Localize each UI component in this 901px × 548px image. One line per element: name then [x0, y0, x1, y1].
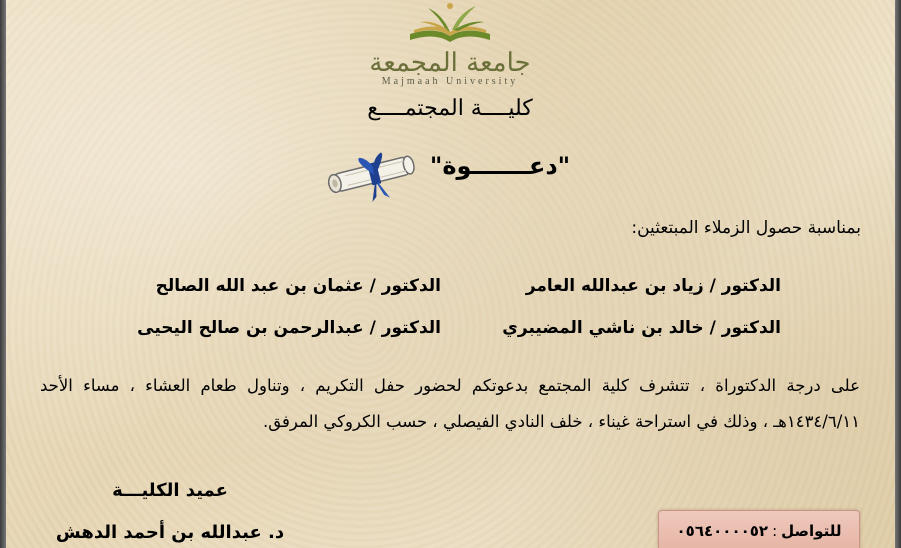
contact-separator: :	[772, 522, 778, 540]
rolled-scroll-with-ribbon-icon	[318, 145, 428, 205]
contact-label: للتواصل	[781, 522, 842, 540]
dean-name: د. عبدالله بن أحمد الدهش	[55, 522, 285, 543]
college-name: كليــــة المجتمــــع	[367, 96, 533, 121]
book-and-leaves-logo-icon	[390, 0, 510, 48]
contact-phone[interactable]: ٠٥٦٤٠٠٠٠٥٢	[676, 522, 769, 540]
right-frame-edge	[895, 0, 901, 548]
honoree-name: الدكتور / خالد بن ناشي المضيبري	[502, 318, 781, 338]
dean-title: عميد الكليـــة	[112, 480, 228, 501]
honoree-name: الدكتور / عبدالرحمن بن صالح اليحيى	[137, 318, 441, 338]
honoree-name: الدكتور / عثمان بن عبد الله الصالح	[155, 276, 441, 296]
invitation-title: "دعـــــــوة"	[429, 152, 571, 180]
contact-box	[658, 510, 860, 548]
university-logo	[345, 0, 555, 95]
university-name-arabic: جامعة المجمعة	[369, 48, 531, 78]
invitation-body: على درجة الدكتوراة ، تتشرف كلية المجتمع بدعوتكم لحضور حفل التكريم ، وتناول طعام العشاء ، مساء الأحد ١٤٣٤/٦/١١هـ ، وذلك في استراحة غيناء ، خلف النادي الفيصلي ، حسب الكروكي المرفق.	[40, 376, 860, 431]
university-name-english: Majmaah University	[381, 76, 519, 87]
occasion-line: بمناسبة حصول الزملاء المبتعثين:	[631, 218, 861, 238]
honoree-name: الدكتور / زياد بن عبدالله العامر	[525, 276, 781, 296]
left-frame-edge	[0, 0, 6, 548]
